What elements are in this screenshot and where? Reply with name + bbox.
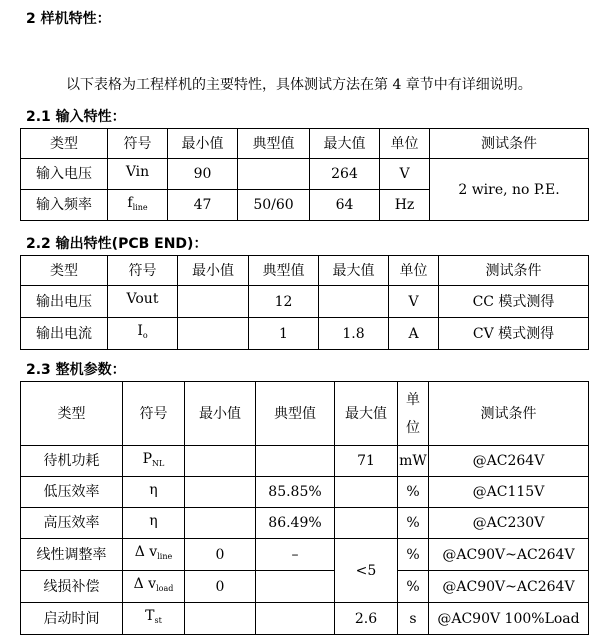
row-min: [185, 603, 256, 635]
row-unit: mW: [398, 446, 429, 477]
row-min: [178, 318, 249, 350]
row-symbol: $I_o$: [108, 318, 178, 350]
row-condition: @AC115V: [429, 477, 589, 508]
table-row: [21, 286, 589, 318]
row-max: 264: [310, 159, 380, 190]
row-min: 0: [185, 539, 256, 571]
header-min: 最小值: [185, 382, 256, 446]
header-condition: 测试条件: [429, 382, 589, 446]
header-symbol: 符号: [108, 129, 168, 159]
output-characteristics-table: [20, 255, 589, 350]
row-max: [335, 508, 398, 539]
row-type: 输出电压: [21, 286, 108, 318]
row-unit: %: [398, 539, 429, 571]
header-type: 类型: [21, 256, 108, 286]
header-condition: 测试条件: [430, 129, 589, 159]
header-type: 类型: [21, 129, 108, 159]
header-condition: 测试条件: [439, 256, 589, 286]
header-symbol: 符号: [123, 382, 185, 446]
row-typ: 85.85%: [256, 477, 335, 508]
row-type: 输入频率: [21, 190, 108, 221]
row-min: 47: [168, 190, 238, 221]
row-typ: [256, 603, 335, 635]
row-max: [319, 286, 389, 318]
header-min: 最小值: [168, 129, 238, 159]
table-row: [21, 603, 589, 635]
row-min: 0: [185, 571, 256, 603]
row-condition: CC 模式测得: [439, 286, 589, 318]
row-max: [335, 477, 398, 508]
input-characteristics-heading: 2.1 输入特性：: [26, 109, 126, 125]
row-min: [185, 446, 256, 477]
row-type: 线性调整率: [21, 539, 123, 571]
header-unit: 单 位: [398, 382, 429, 446]
row-unit: V: [380, 159, 430, 190]
table-row: [21, 446, 589, 477]
header-type: 类型: [21, 382, 123, 446]
output-characteristics-heading: 2.2 输出特性(PCB END)：: [26, 236, 208, 252]
header-min: 最小值: [178, 256, 249, 286]
table-row: [21, 508, 589, 539]
section-heading: 2 样机特性：: [26, 11, 111, 27]
row-condition: @AC90V 100%Load: [429, 603, 589, 635]
header-typ: 典型值: [238, 129, 310, 159]
row-typ: 50/60: [238, 190, 310, 221]
header-symbol: 符号: [108, 256, 178, 286]
row-min: 90: [168, 159, 238, 190]
row-symbol: η: [123, 508, 185, 539]
row-condition: @AC230V: [429, 508, 589, 539]
row-unit: %: [398, 477, 429, 508]
row-symbol: Δ $v_{line}$: [123, 539, 185, 571]
row-type: 高压效率: [21, 508, 123, 539]
table-row: [21, 477, 589, 508]
row-typ: 86.49%: [256, 508, 335, 539]
row-unit: V: [389, 286, 439, 318]
row-max: 1.8: [319, 318, 389, 350]
row-min: [185, 508, 256, 539]
row-typ: [256, 446, 335, 477]
table-header-row: [21, 256, 589, 286]
header-unit: 单位: [380, 129, 430, 159]
row-unit: %: [398, 571, 429, 603]
intro-paragraph: 以下表格为工程样机的主要特性，具体测试方法在第 4 章节中有详细说明。: [66, 77, 532, 93]
row-symbol: $f_{line}$: [108, 190, 168, 221]
row-type: 待机功耗: [21, 446, 123, 477]
row-typ: [256, 571, 335, 603]
row-symbol: Vout: [108, 286, 178, 318]
header-max: 最大值: [310, 129, 380, 159]
table-row: [21, 159, 589, 190]
table-row: [21, 318, 589, 350]
row-max: <5: [335, 539, 398, 603]
row-typ: [238, 159, 310, 190]
row-symbol: $T_{st}$: [123, 603, 185, 635]
header-max: 最大值: [319, 256, 389, 286]
row-symbol: Δ $v_{load}$: [123, 571, 185, 603]
row-min: [178, 286, 249, 318]
row-typ: 12: [249, 286, 319, 318]
machine-parameters-table: [20, 381, 589, 635]
row-type: 输出电流: [21, 318, 108, 350]
row-condition: CV 模式测得: [439, 318, 589, 350]
table-header-row: [21, 382, 589, 446]
row-type: 线损补偿: [21, 571, 123, 603]
machine-parameters-heading: 2.3 整机参数：: [26, 362, 126, 378]
header-typ: 典型值: [249, 256, 319, 286]
row-condition: @AC90V~AC264V: [429, 571, 589, 603]
row-condition: 2 wire, no P.E.: [430, 159, 589, 221]
row-max: 71: [335, 446, 398, 477]
row-condition: @AC90V~AC264V: [429, 539, 589, 571]
row-type: 启动时间: [21, 603, 123, 635]
header-max: 最大值: [335, 382, 398, 446]
row-condition: @AC264V: [429, 446, 589, 477]
row-symbol: η: [123, 477, 185, 508]
header-typ: 典型值: [256, 382, 335, 446]
table-row: [21, 571, 589, 603]
row-symbol: $P_{NL}$: [123, 446, 185, 477]
input-characteristics-table: [20, 128, 589, 221]
row-unit: s: [398, 603, 429, 635]
header-unit: 单位: [389, 256, 439, 286]
row-max: 2.6: [335, 603, 398, 635]
row-typ: 1: [249, 318, 319, 350]
row-unit: A: [389, 318, 439, 350]
row-max: 64: [310, 190, 380, 221]
row-type: 低压效率: [21, 477, 123, 508]
row-type: 输入电压: [21, 159, 108, 190]
row-min: [185, 477, 256, 508]
table-row: [21, 539, 589, 571]
row-typ: –: [256, 539, 335, 571]
row-unit: %: [398, 508, 429, 539]
row-symbol: Vin: [108, 159, 168, 190]
row-unit: Hz: [380, 190, 430, 221]
table-header-row: [21, 129, 589, 159]
